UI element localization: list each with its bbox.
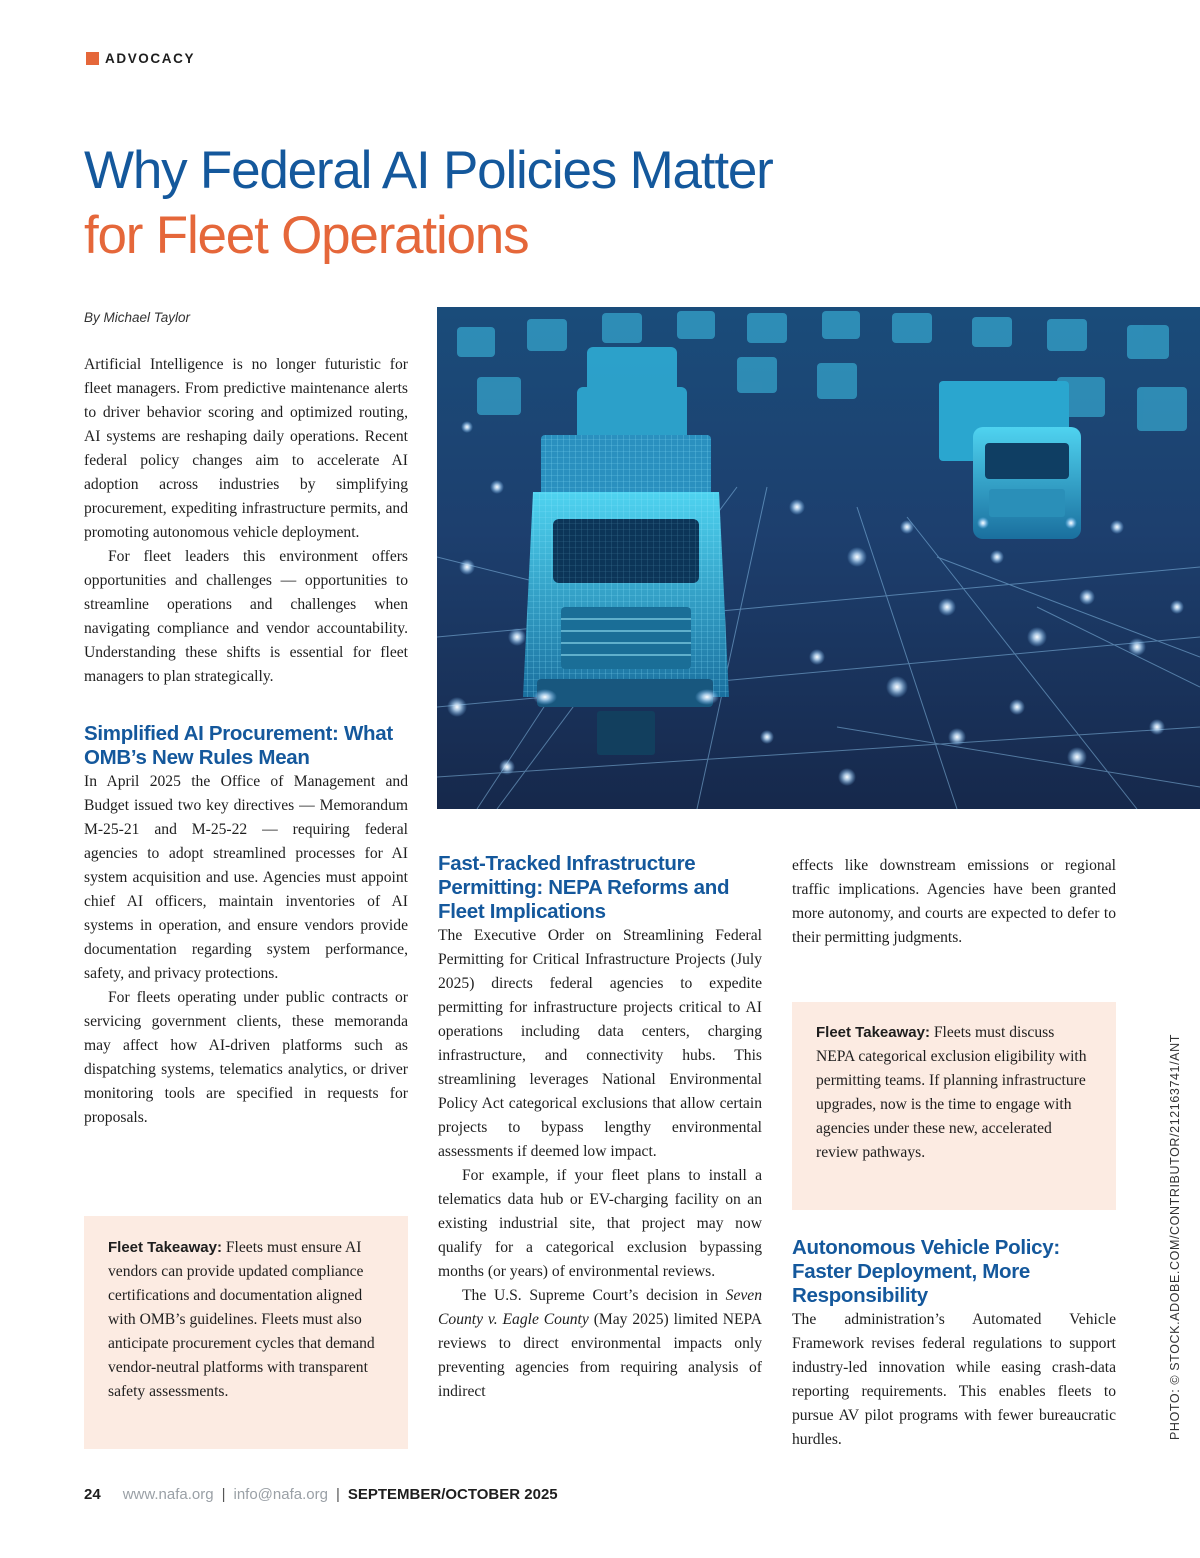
footer-separator: | xyxy=(221,1486,226,1503)
takeaway-body: Fleets must ensure AI vendors can provide updated compliance certifications and documentation aligned with OMB’s guidelines. Fleets must also anticipate procurement cycles that demand vendor-neutral platforms with transparent safety assessments. xyxy=(108,1239,375,1400)
column-3 xyxy=(792,854,1116,950)
p3-before: The U.S. Supreme Court’s decision in xyxy=(462,1287,726,1304)
autonomous-paragraph-1: The administration’s Automated Vehicle Framework revises federal regulations to support industry-led innovation while easing crash-data reporting requirements. This enables fleets to pursue AV pilot programs with fewer bureaucratic hurdles. xyxy=(792,1311,1116,1448)
page-number: 24 xyxy=(84,1486,101,1503)
takeaway-box-procurement xyxy=(84,1216,408,1449)
takeaway-text-nepa xyxy=(816,1021,1096,1165)
section-tag xyxy=(86,51,195,66)
article-title-line1: Why Federal AI Policies Matter xyxy=(84,141,773,200)
continued-paragraph: effects like downstream emissions or regional traffic implications. Agencies have been granted more autonomy, and courts are expected to defer to their permitting judgments. xyxy=(792,857,1116,946)
footer-website-link[interactable]: www.nafa.org xyxy=(122,1486,214,1503)
footer-separator: | xyxy=(335,1486,340,1503)
hero-image xyxy=(437,307,1200,809)
autonomous-trucks-network-icon xyxy=(437,307,1200,809)
footer-email-link[interactable]: info@nafa.org xyxy=(233,1486,328,1503)
procurement-paragraph-2: For fleets operating under public contracts or servicing government clients, these memoranda may affect how AI-driven platforms such as dispatching systems, telematics analytics, or driver monitoring tools are specified in requests for proposals. xyxy=(84,989,408,1126)
permitting-paragraph-3 xyxy=(438,1284,762,1404)
section-heading-permitting: Fast-Tracked Infrastructure Permitting: NEPA Reforms and Fleet Implications xyxy=(438,852,730,923)
intro-paragraph-2: For fleet leaders this environment offers opportunities and challenges — opportunities to streamline operations and challenges when navigating compliance and vendor accountability. Understanding these shifts is essential for fleet managers to plan strategically. xyxy=(84,548,408,685)
section-label: ADVOCACY xyxy=(105,51,196,66)
p3-after: (May 2025) limited NEPA reviews to direct environmental impacts only preventing agencies from requiring analysis of indirect xyxy=(438,1311,763,1400)
section-heading-autonomous: Autonomous Vehicle Policy: Faster Deployment, More Responsibility xyxy=(792,1236,1060,1307)
case-name: Seven County v. Eagle County xyxy=(438,1287,762,1328)
column-1 xyxy=(84,353,408,1130)
takeaway-lead: Fleet Takeaway: xyxy=(108,1239,222,1256)
photo-credit: PHOTO: © STOCK.ADOBE.COM/CONTRIBUTOR/212163741/ANT xyxy=(1168,1034,1182,1440)
section-square-icon xyxy=(86,52,99,65)
takeaway-box-nepa xyxy=(792,1002,1116,1210)
byline: By Michael Taylor xyxy=(84,310,191,325)
takeaway-lead-2: Fleet Takeaway: xyxy=(816,1024,930,1041)
section-heading-procurement: Simplified AI Procurement: What OMB’s New Rules Mean xyxy=(84,722,393,769)
takeaway-text-procurement xyxy=(108,1236,388,1404)
column-2 xyxy=(438,852,762,1404)
permitting-paragraph-2: For example, if your fleet plans to install a telematics data hub or EV-charging facility on an existing industrial site, that project may now qualify for a categorical exclusion bypassing months (or years) of environmental reviews. xyxy=(438,1167,762,1280)
issue-date: SEPTEMBER/OCTOBER 2025 xyxy=(347,1486,558,1503)
intro-paragraph-1: Artificial Intelligence is no longer futuristic for fleet managers. From predictive maintenance alerts to driver behavior scoring and optimized routing, AI systems are reshaping daily operations. Recent federal policy changes aim to accelerate AI adoption across industries by simplifying procurement, expediting infrastructure permits, and promoting autonomous vehicle deployment. xyxy=(84,356,408,541)
page-footer xyxy=(84,1486,558,1503)
column-3-lower xyxy=(792,1236,1116,1452)
takeaway-body-2: Fleets must discuss NEPA categorical exclusion eligibility with permitting teams. If planning infrastructure upgrades, now is the time to engage with agencies under these new, accelerated review pathways. xyxy=(816,1024,1087,1161)
permitting-paragraph-1: The Executive Order on Streamlining Federal Permitting for Critical Infrastructure Projects (July 2025) directs federal agencies to expedite permitting for infrastructure projects critical to AI operations including data centers, charging infrastructure, and connectivity hubs. This streamlining leverages National Environmental Policy Act categorical exclusions that allow certain projects to bypass lengthy environmental assessments if deemed low impact. xyxy=(438,927,762,1160)
article-title-line2: for Fleet Operations xyxy=(84,206,529,265)
procurement-paragraph-1: In April 2025 the Office of Management and Budget issued two key directives — Memorandum M-25-21 and M-25-22 — requiring federal agencies to adopt streamlined processes for AI system acquisition and use. Agencies must appoint chief AI officers, maintain inventories of AI systems in operation, and ensure vendors provide documentation regarding system performance, safety, and privacy protections. xyxy=(84,773,408,982)
